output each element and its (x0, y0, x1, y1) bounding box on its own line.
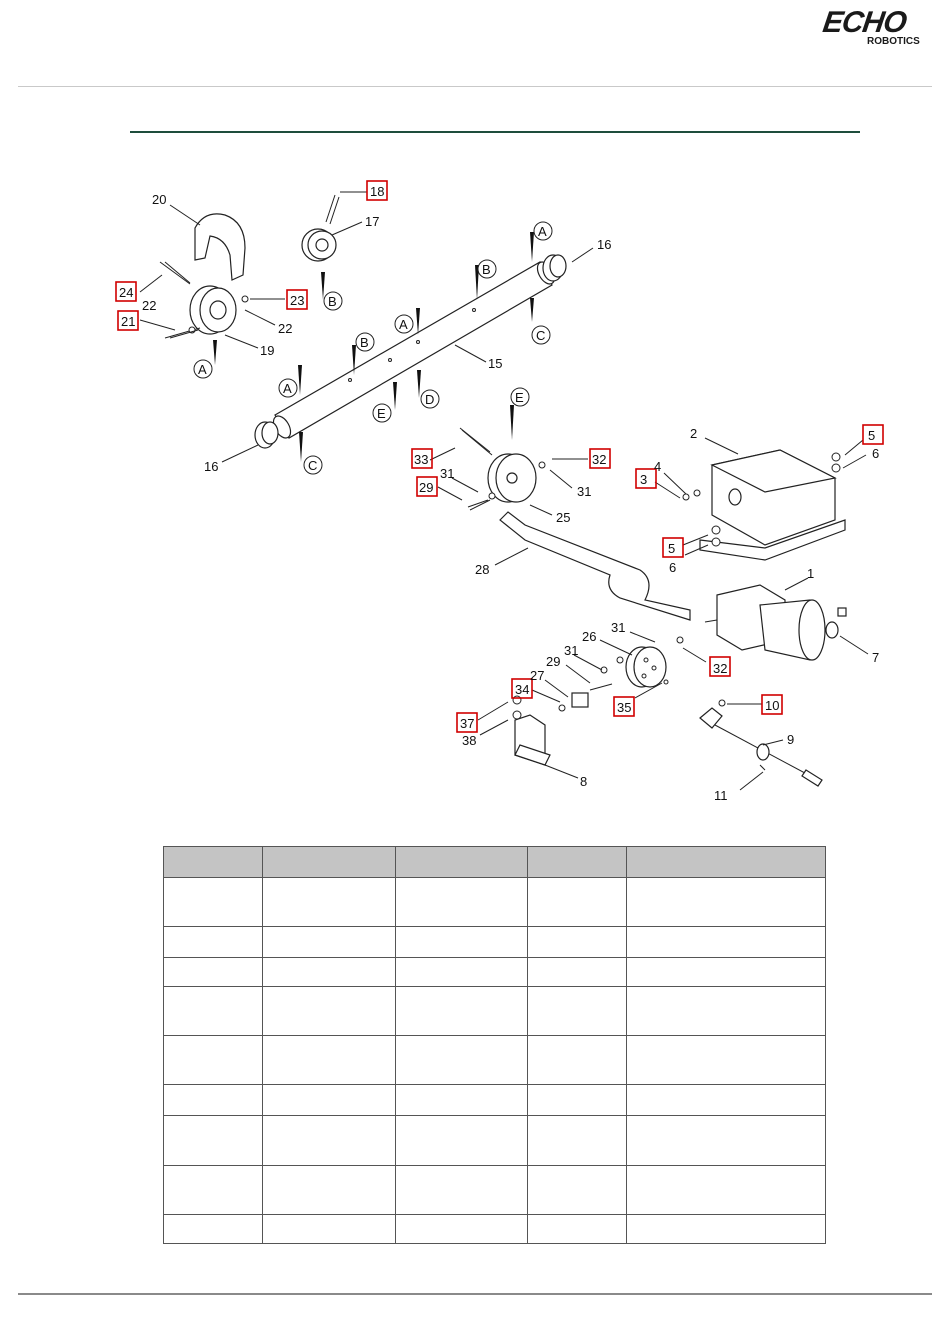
parts-table (163, 846, 826, 1244)
footer-divider (18, 1293, 932, 1295)
callout-letter: D (425, 392, 435, 407)
callout-letter: A (399, 317, 408, 332)
part-label: 18 (370, 184, 385, 199)
gearbox-cover-part (683, 450, 845, 560)
part-label: 25 (556, 510, 571, 525)
part-label: 10 (765, 698, 780, 713)
table-row (164, 1036, 826, 1085)
logo-brand: ECHO (820, 6, 909, 39)
part-label: 5 (868, 428, 876, 443)
part-label: 32 (713, 661, 728, 676)
part-label: 7 (872, 650, 880, 665)
part-label: 37 (460, 716, 475, 731)
hub-part (626, 637, 683, 687)
part-label: 33 (414, 452, 429, 467)
table-header (164, 847, 826, 878)
part-label: 1 (807, 566, 815, 581)
collar-part (462, 430, 545, 507)
arm-part (500, 512, 690, 620)
part-label: 34 (515, 682, 530, 697)
tube-part (270, 259, 558, 441)
part-label: 28 (475, 562, 490, 577)
part-label: 3 (640, 472, 648, 487)
view-callouts (194, 222, 552, 474)
table-row (164, 958, 826, 987)
callout-letter: C (308, 458, 318, 473)
part-label: 8 (580, 774, 588, 789)
part-label: 21 (121, 314, 136, 329)
part-label: 2 (690, 426, 698, 441)
part-label: 31 (577, 484, 592, 499)
part-label: 27 (530, 668, 545, 683)
part-label: 31 (440, 466, 455, 481)
table-row (164, 927, 826, 958)
part-label: 15 (488, 356, 503, 371)
part-label: 20 (152, 192, 167, 207)
part-label: 11 (714, 788, 728, 803)
part-label: 31 (611, 620, 626, 635)
part-label: 38 (462, 733, 477, 748)
part-label: 29 (419, 480, 434, 495)
callout-letter: A (538, 224, 547, 239)
bracket-part (513, 696, 565, 765)
part-label: 5 (668, 541, 676, 556)
callout-letter: A (283, 381, 292, 396)
part-label: 24 (119, 285, 134, 300)
callout-letter: C (536, 328, 546, 343)
small-bracket-part (572, 657, 623, 707)
logo-sub: ROBOTICS (867, 36, 920, 47)
collar-part (302, 195, 339, 261)
part-label: 4 (654, 459, 662, 474)
part-label: 22 (278, 321, 293, 336)
part-label: 23 (290, 293, 305, 308)
table-row (164, 987, 826, 1036)
part-label: 22 (142, 298, 157, 313)
part-label: 29 (546, 654, 561, 669)
part-label: 16 (597, 237, 612, 252)
part-label: 35 (617, 700, 632, 715)
part-label: 31 (564, 643, 579, 658)
part-label: 17 (365, 214, 380, 229)
callout-letter: B (360, 335, 369, 350)
part-label: 6 (872, 446, 880, 461)
part-label: 9 (787, 732, 795, 747)
callout-letter: A (198, 362, 207, 377)
part-label: 16 (204, 459, 219, 474)
table-row (164, 1215, 826, 1244)
table-row (164, 1116, 826, 1166)
part-label: 19 (260, 343, 275, 358)
callout-letter: B (328, 294, 337, 309)
motor-part (705, 585, 846, 660)
callout-letter: E (515, 390, 524, 405)
part-label: 26 (582, 629, 597, 644)
table-row (164, 1166, 826, 1215)
part-label: 32 (592, 452, 607, 467)
callout-letter: E (377, 406, 386, 421)
clamp-part (195, 214, 245, 280)
table-row (164, 878, 826, 927)
table-row (164, 1085, 826, 1116)
callout-letter: B (482, 262, 491, 277)
part-label: 6 (669, 560, 677, 575)
